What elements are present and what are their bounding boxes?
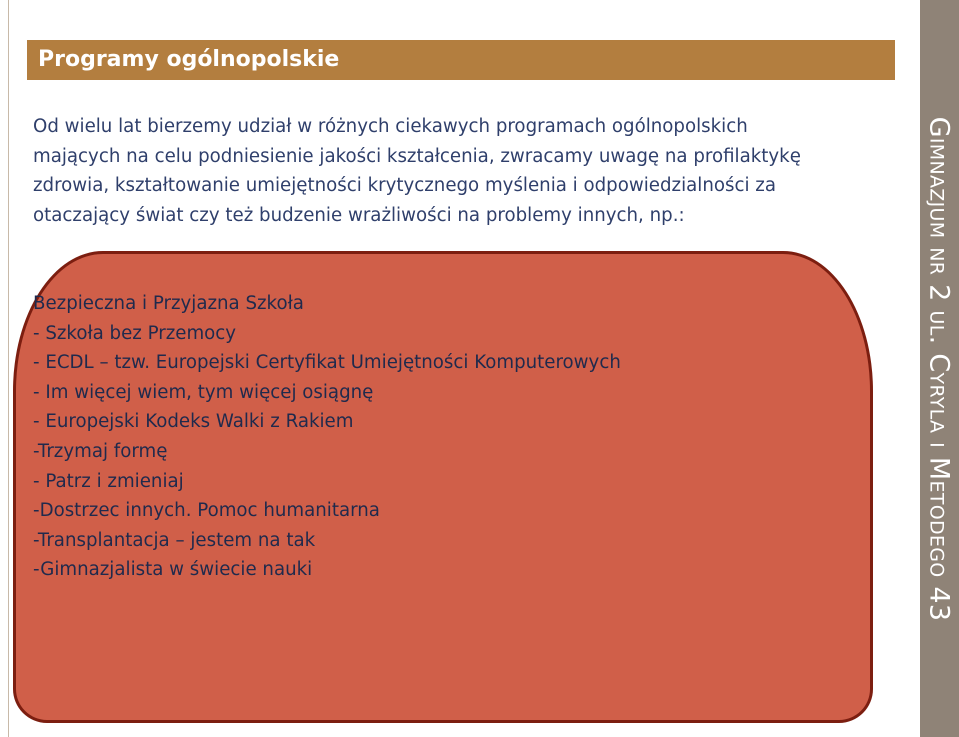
program-item: - Patrz i zmieniaj bbox=[33, 470, 184, 492]
program-item: -Trzymaj formę bbox=[33, 440, 168, 462]
school-name-vertical: Gimnazjum nr 2 ul. Cyryla i Metodego 43 bbox=[923, 116, 955, 622]
program-item: -Transplantacja – jestem na tak bbox=[33, 529, 316, 551]
program-item: - Szkoła bez Przemocy bbox=[33, 322, 237, 344]
program-item: - Im więcej wiem, tym więcej osiągnę bbox=[33, 381, 374, 403]
program-item: -Gimnazjalista w świecie nauki bbox=[33, 559, 313, 581]
program-list bbox=[33, 289, 621, 585]
title-bar bbox=[27, 40, 895, 80]
intro-line: mających na celu podniesienie jakości kształcenia, zwracamy uwagę na profilaktykę bbox=[33, 145, 801, 167]
program-item: - ECDL – tzw. Europejski Certyfikat Umiejętności Komputerowych bbox=[33, 352, 621, 374]
left-divider-line bbox=[8, 0, 9, 737]
intro-line: Od wielu lat bierzemy udział w różnych ciekawych programach ogólnopolskich bbox=[33, 116, 748, 137]
intro-paragraph bbox=[33, 112, 863, 230]
intro-line: zdrowia, kształtowanie umiejętności krytycznego myślenia i odpowiedzialności za bbox=[33, 175, 776, 197]
slide-title: Programy ogólnopolskie bbox=[38, 47, 340, 72]
program-item: - Europejski Kodeks Walki z Rakiem bbox=[33, 411, 354, 433]
program-item: -Dostrzec innych. Pomoc humanitarna bbox=[33, 500, 380, 522]
intro-line: otaczający świat czy też budzenie wrażliwości na problemy innych, np.: bbox=[33, 204, 685, 226]
program-item: Bezpieczna i Przyjazna Szkoła bbox=[33, 293, 304, 314]
